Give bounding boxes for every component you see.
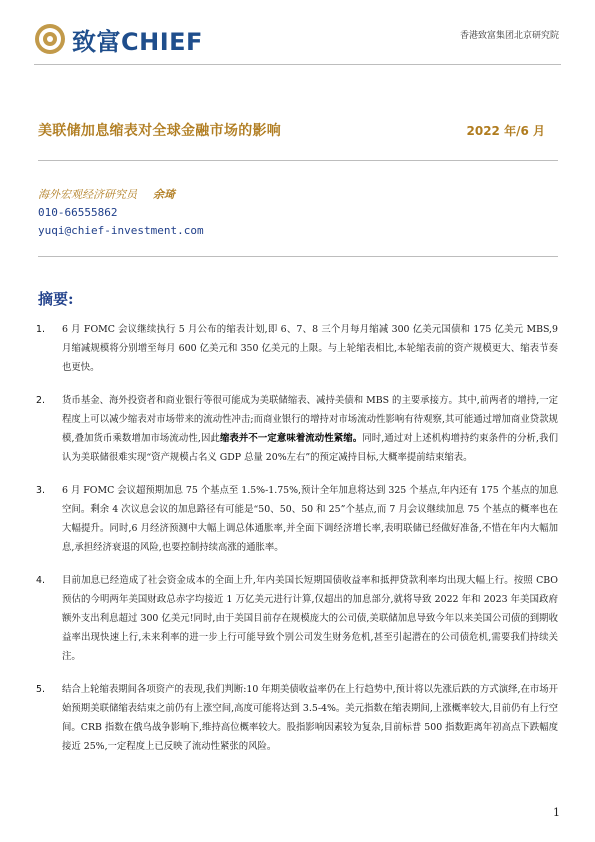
summary-item — [36, 391, 558, 467]
document-title: 美联储加息缩表对全球金融市场的影响 — [38, 123, 282, 139]
item-number: 5. — [36, 684, 45, 695]
author-phone: 010-66555862 — [38, 206, 118, 219]
item-number: 4. — [36, 575, 45, 586]
item-number: 2. — [36, 395, 45, 406]
item-text: 货币基金、海外投资者和商业银行等很可能成为美联储缩表、减持美债和 MBS 的主要承接方。其中,前两者的增持,一定程度上可以减少缩表对市场带来的流动性冲击;而商业银行的增持对市场流动性影响有待观察,其可能通过增加商业贷款规模,叠加货币乘数增加市场流动性,因此缩表并不一定意味着流动性紧缩。同时,通过对上述机构增持约束条件的分析,我们认为美联储很难实现“资产规模占名义 GDP 总量 20%左右”的预定减持目标,大概率提前结束缩表。 — [62, 395, 558, 463]
summary-heading: 摘要: — [38, 290, 74, 308]
header-divider — [34, 64, 561, 65]
summary-list — [36, 320, 558, 770]
author-name: 余琦 — [153, 188, 175, 201]
author-divider — [38, 256, 558, 257]
brand-logo — [34, 22, 203, 56]
summary-item — [36, 680, 558, 756]
org-name: 香港致富集团北京研究院 — [459, 31, 559, 41]
item-text: 6 月 FOMC 会议超预期加息 75 个基点至 1.5%-1.75%,预计全年加息将达到 325 个基点,年内还有 175 个基点的加息空间。剩余 4 次议息会议的加息路径有可能是“50、50、50 和 25”个基点,而 7 月会议继续加息 75 个基点的概率也在大幅提升。同时,6 月经济预测中大幅上调总体通胀率,并全面下调经济增长率,表明联储已经做好准备,不惜在年内大幅加息,承担经济衰退的风险,也要控制持续高涨的通胀率。 — [62, 485, 558, 553]
item-number: 1. — [36, 324, 45, 335]
summary-item — [36, 571, 558, 666]
author-line — [38, 186, 175, 204]
summary-item — [36, 481, 558, 557]
document-date: 2022 年/6 月 — [466, 124, 545, 138]
emphasis-text: 缩表并不一定意味着流动性紧缩。 — [219, 433, 363, 444]
author-email[interactable]: yuqi@chief-investment.com — [38, 224, 204, 237]
item-text: 6 月 FOMC 会议继续执行 5 月公布的缩表计划,即 6、7、8 三个月每月缩减 300 亿美元国债和 175 亿美元 MBS,9 月缩减规模将分别增至每月 600 亿美元和 350 亿美元的上限。与上轮缩表相比,本轮缩表前的资产规模更大、缩表节奏也更快。 — [62, 324, 558, 373]
item-text: 目前加息已经造成了社会资金成本的全面上升,年内美国长短期国债收益率和抵押贷款利率均出现大幅上行。按照 CBO 预估的今明两年美国财政总赤字均接近 1 万亿美元进行计算,仅超出的加息部分,就将导致 2022 年和 2023 年美国政府额外支出利息超过 300 亿美元!同时,由于美国目前存在规模庞大的公司债,美联储加息导致今年以来美国公司债的到期收益率出现快速上行,未来利率的进一步上行可能导致个别公司发生财务危机,甚至引起潜在的公司债危机,需要我们持续关注。 — [62, 575, 558, 662]
page-number: 1 — [553, 806, 560, 819]
chief-logo-icon — [34, 23, 66, 55]
item-text: 结合上轮缩表期间各项资产的表现,我们判断:10 年期美债收益率仍在上行趋势中,预计将以先涨后跌的方式演绎,在市场开始预期美联储缩表结束之前仍有上涨空间,高度可能将达到 3.5-4%。美元指数在缩表期间,上涨概率较大,目前仍有上行空间。CRB 指数在俄乌战争影响下,维持高位概率较大。股指影响因素较为复杂,目前标普 500 指数距离年初高点下跌幅度接近 25%,一定程度上已反映了流动性紧张的风险。 — [62, 684, 558, 752]
title-divider — [38, 160, 558, 161]
logo-text: 致富CHIEF — [72, 27, 203, 56]
author-role: 海外宏观经济研究员 — [38, 188, 137, 201]
item-number: 3. — [36, 485, 45, 496]
summary-item — [36, 320, 558, 377]
